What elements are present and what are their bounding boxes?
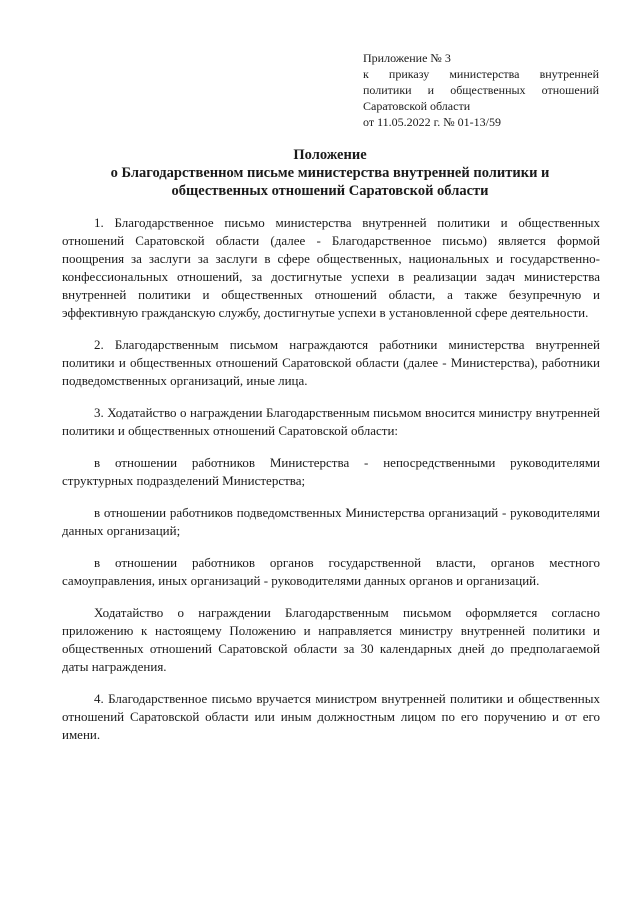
appendix-region-line: Саратовской области [363, 99, 471, 113]
appendix-number: Приложение № 3 [363, 51, 451, 65]
paragraph-4: 4. Благодарственное письмо вручается министром внутренней политики и общественных отношений Саратовской области или иным должностным лицом по его поручению и от его имени. [62, 691, 600, 742]
paragraph-petition: Ходатайство о награждении Благодарственным письмом оформляется согласно приложению к настоящему Положению и направляется министру внутренней политики и общественных отношений Саратовской области за 30 календарных дней до предполагаемой даты награждения. [62, 605, 600, 674]
title-subject-line: о Благодарственном письме министерства внутренней политики и [110, 165, 550, 181]
title-heading: Положение [293, 147, 367, 163]
paragraph-1: 1. Благодарственное письмо министерства внутренней политики и общественных отношений Саратовской области (далее - Благодарственное письмо) является формой поощрения за заслуги за заслуги в сфере общественных, национальных и государственно-конфессиональных отношений, за достигнутые успехи в реализации задач министерства внутренней политики и общественных отношений области, а также безупречную и эффективную гражданскую службу, достигнутые успехи в установленной сфере деятельности. [62, 215, 600, 320]
paragraph-3-item-ministry: в отношении работников Министерства - непосредственными руководителями структурных подразделений Министерства; [62, 455, 600, 488]
document-title [60, 146, 600, 200]
appendix-ministry-line: политики и общественных отношений [363, 83, 599, 97]
document-body [62, 214, 600, 758]
paragraph-3-item-subordinate: в отношении работников подведомственных Министерства организаций - руководителями данных организаций; [62, 505, 600, 538]
appendix-date-line: от 11.05.2022 г. № 01-13/59 [363, 115, 501, 129]
appendix-note [363, 50, 599, 130]
paragraph-2: 2. Благодарственным письмом награждаются работники министерства внутренней политики и общественных отношений Саратовской области (далее - Министерства), работники подведомственных организаций, иные лица. [62, 337, 600, 388]
paragraph-3-item-authorities: в отношении работников органов государственной власти, органов местного самоуправления, иных организаций - руководителями данных органов и организаций. [62, 555, 600, 588]
appendix-order-line: к приказу министерства внутренней [363, 67, 599, 81]
paragraph-3: 3. Ходатайство о награждении Благодарственным письмом вносится министру внутренней политики и общественных отношений Саратовской области: [62, 405, 600, 438]
title-subject-line-2: общественных отношений Саратовской области [171, 183, 489, 199]
